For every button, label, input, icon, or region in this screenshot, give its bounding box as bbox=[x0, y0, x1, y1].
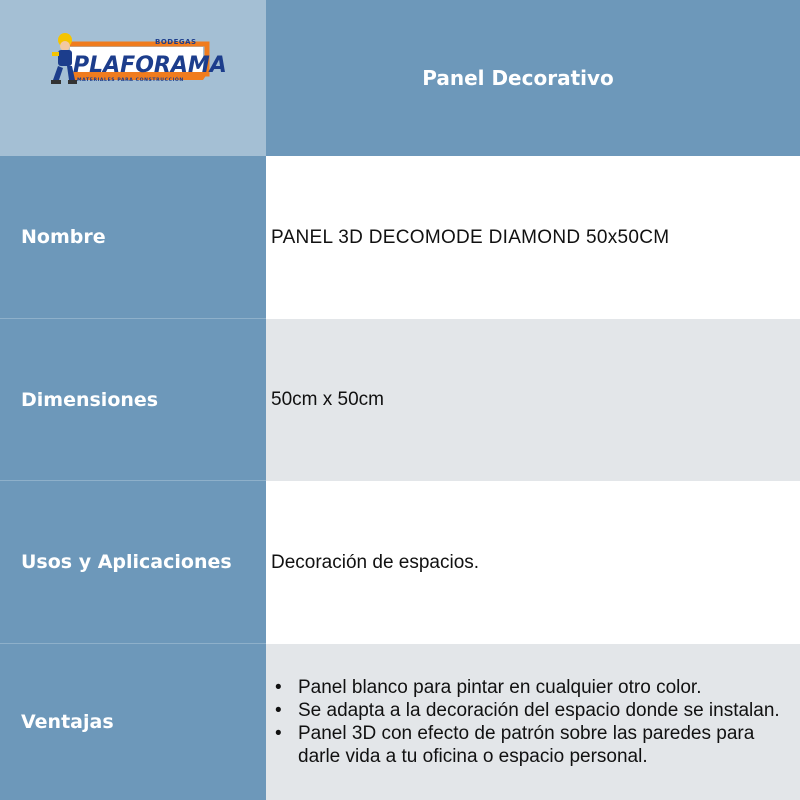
row-value-nombre: PANEL 3D DECOMODE DIAMOND 50x50CM bbox=[271, 226, 670, 248]
list-item bbox=[271, 699, 780, 722]
spec-row-usos bbox=[0, 481, 800, 644]
spec-row-nombre bbox=[0, 156, 800, 319]
plaforama-logo bbox=[43, 30, 227, 90]
spec-row-ventajas bbox=[0, 644, 800, 800]
value-cell bbox=[266, 481, 800, 644]
list-item bbox=[271, 722, 780, 768]
ventaja-text: Panel 3D con efecto de patrón sobre las paredes para darle vida a tu oficina o espacio personal. bbox=[298, 723, 755, 767]
row-value-usos: Decoración de espacios. bbox=[271, 551, 480, 573]
label-cell bbox=[0, 481, 266, 644]
bullet-icon: • bbox=[275, 700, 282, 721]
header-row bbox=[0, 0, 800, 156]
label-cell bbox=[0, 319, 266, 481]
ventaja-text: Se adapta a la decoración del espacio donde se instalan. bbox=[298, 700, 780, 721]
logo-top-text: BODEGAS bbox=[155, 38, 197, 46]
row-label-nombre: Nombre bbox=[21, 226, 106, 248]
logo-cell bbox=[0, 0, 266, 156]
ventajas-list bbox=[271, 676, 780, 768]
spec-row-dimensiones bbox=[0, 319, 800, 481]
worker-body-icon bbox=[58, 50, 72, 66]
logo-tagline: MATERIALES PARA CONSTRUCCIÓN bbox=[77, 78, 184, 83]
value-cell bbox=[266, 644, 800, 800]
bullet-icon: • bbox=[275, 723, 282, 744]
value-cell bbox=[266, 319, 800, 481]
row-label-usos: Usos y Aplicaciones bbox=[21, 551, 232, 573]
row-label-dimensiones: Dimensiones bbox=[21, 388, 159, 411]
value-cell bbox=[266, 156, 800, 319]
logo-brand-text: PLAFORAMA bbox=[73, 53, 227, 78]
ventaja-text: Panel blanco para pintar en cualquier otro color. bbox=[298, 677, 702, 698]
label-cell bbox=[0, 644, 266, 800]
list-item bbox=[271, 676, 780, 699]
page-title: Panel Decorativo bbox=[422, 66, 614, 90]
label-cell bbox=[0, 156, 266, 319]
row-value-dimensiones: 50cm x 50cm bbox=[271, 389, 384, 410]
page-title-cell bbox=[266, 0, 800, 156]
row-label-ventajas: Ventajas bbox=[21, 711, 114, 733]
bullet-icon: • bbox=[275, 677, 282, 698]
